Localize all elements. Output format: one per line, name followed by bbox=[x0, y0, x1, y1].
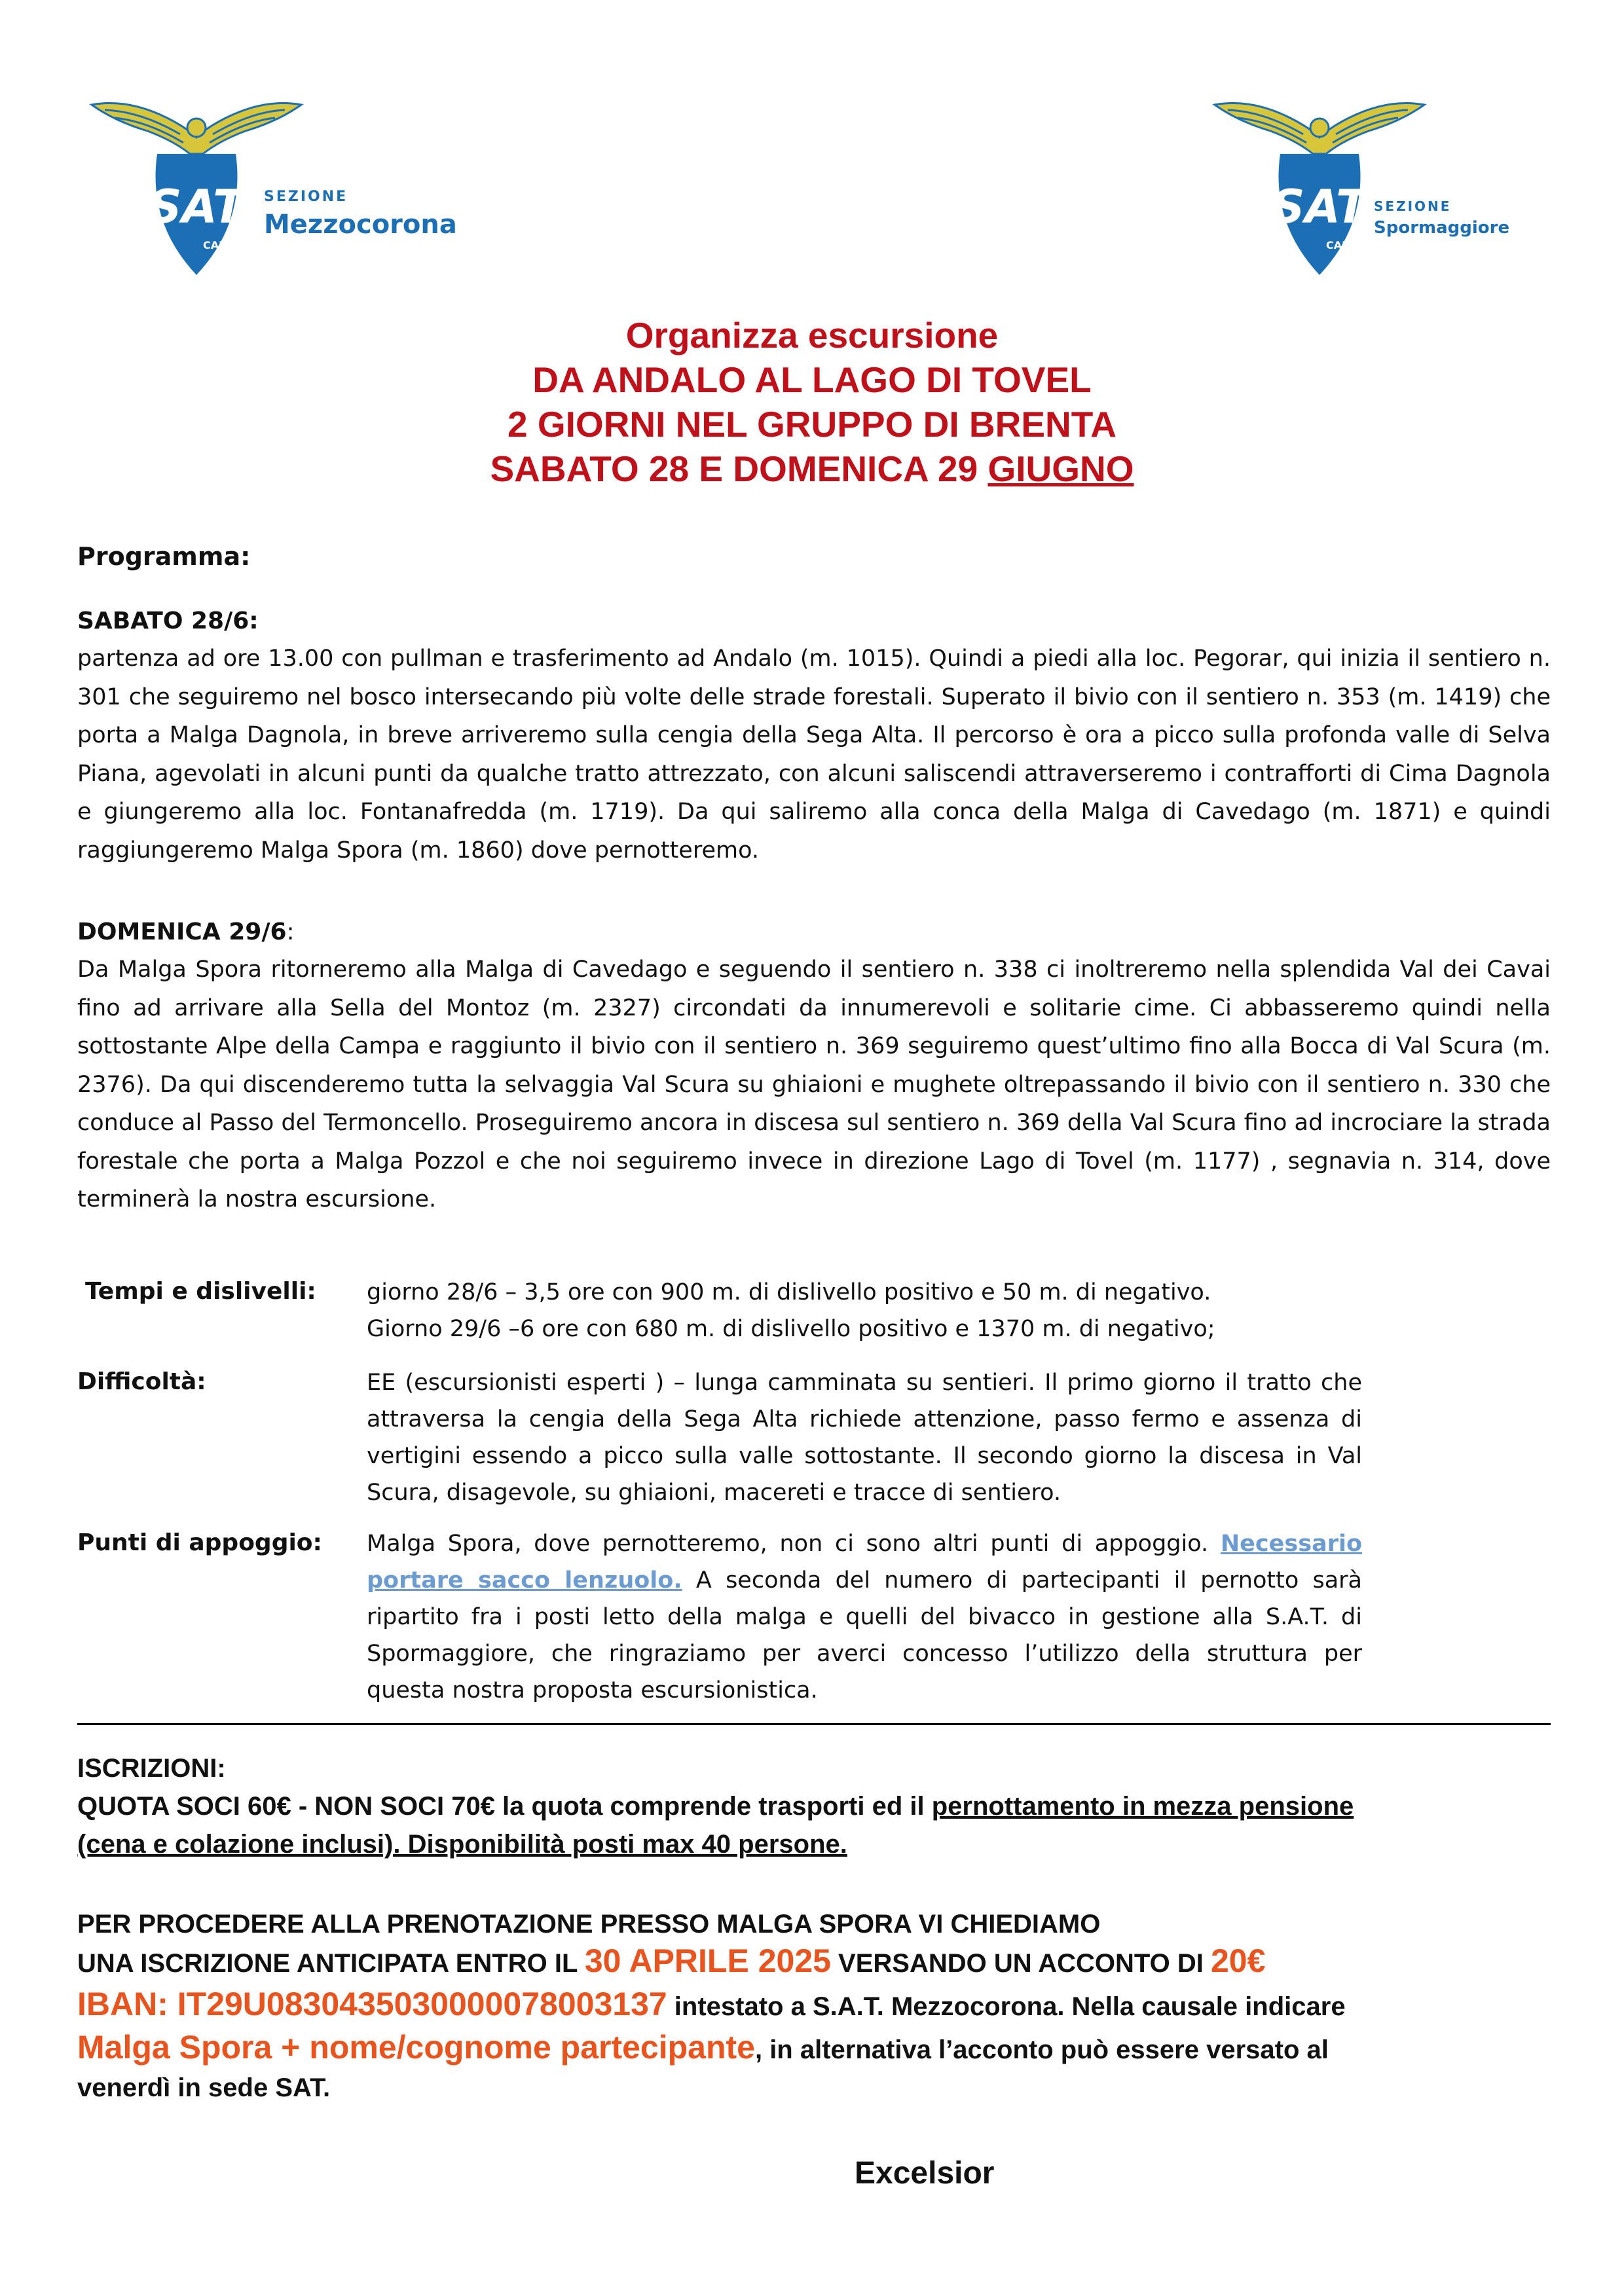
logo-sat-mezzocorona bbox=[88, 92, 494, 288]
iban-line bbox=[77, 1985, 1346, 2026]
iban: IBAN: IT29U0830435030000078003137 bbox=[77, 1986, 667, 2022]
causale-alternative: , in alternativa l’acconto può essere versato al bbox=[754, 2035, 1329, 2064]
section-label: SEZIONE bbox=[264, 189, 348, 205]
appoggio-text-end: A seconda del numero di partecipanti il pernotto sarà ripartito fra i posti letto della malga e quelli del bivacco in gestione alla S.A.T. di Spormaggiore, che ringraziamo per averci concesso l’utilizzo della struttura per questa nostra proposta escursionistica. bbox=[367, 1567, 1362, 1704]
tempi-day1: giorno 28/6 – 3,5 ore con 900 m. di dislivello positivo e 50 m. di negativo. bbox=[367, 1279, 1211, 1305]
booking-line-2 bbox=[77, 1942, 1265, 1982]
last-line: venerdì in sede SAT. bbox=[77, 2073, 331, 2102]
title-line-4 bbox=[0, 446, 1624, 491]
sacco-lenzuolo-link[interactable]: Necessario portare sacco lenzuolo bbox=[367, 1531, 1362, 1594]
section-divider bbox=[77, 1723, 1551, 1725]
link-period: . bbox=[673, 1567, 682, 1594]
title-dates: SABATO 28 E DOMENICA 29 bbox=[490, 448, 988, 489]
day1-description: partenza ad ore 13.00 con pullman e trasferimento ad Andalo (m. 1015). Quindi a piedi alla loc. Pegorar, qui inizia il sentiero n. 301 che seguiremo nel bosco intersecando più volte delle strade forestali. Superato il bivio con il sentiero n. 353 (m. 1419) che porta a Malga Dagnola, in breve arriveremo sulla cengia della Sega Alta. Il percorso è ora a picco sulla profonda valle di Selva Piana, agevolati in alcuni punti da qualche tratto attrezzato, con alcuni saliscendi attraverseremo i contrafforti di Cima Dagnola e giungeremo alla loc. Fontanafredda (m. 1719). Da qui saliremo alla conca della Malga di Cavedago (m. 1871) e quindi raggiungeremo Malga Spora (m. 1860) dove pernotteremo. bbox=[77, 646, 1551, 864]
sat-eagle-shield-icon bbox=[88, 92, 304, 282]
causale-line bbox=[77, 2028, 1329, 2069]
booking-deadline: 30 APRILE 2025 bbox=[584, 1942, 831, 1979]
iban-holder: intestato a S.A.T. Mezzocorona. Nella causale indicare bbox=[667, 1992, 1346, 2021]
booking-text: UNA ISCRIZIONE ANTICIPATA ENTRO IL bbox=[77, 1949, 585, 1978]
title-line-2: DA ANDALO AL LAGO DI TOVEL bbox=[532, 359, 1092, 400]
signature: Excelsior bbox=[855, 2156, 995, 2191]
section-town: Spormaggiore bbox=[1374, 218, 1510, 238]
quota-pernottamento: pernottamento in mezza pensione bbox=[931, 1792, 1354, 1821]
appoggio-label: Punti di appoggio: bbox=[77, 1529, 322, 1556]
title-month: GIUGNO bbox=[987, 448, 1134, 489]
section-town: Mezzocorona bbox=[264, 210, 457, 240]
day2-label-colon: : bbox=[286, 919, 295, 945]
quota-details: (cena e colazione inclusi). Disponibilità posti max 40 persone. bbox=[77, 1830, 847, 1859]
svg-text:CAI: CAI bbox=[202, 239, 223, 251]
day1-label: SABATO 28/6: bbox=[77, 608, 259, 634]
sat-eagle-shield-icon bbox=[1211, 92, 1428, 282]
tempi-day2: Giorno 29/6 –6 ore con 680 m. di dislivello positivo e 1370 m. di negativo; bbox=[367, 1316, 1215, 1342]
difficolta-label: Difficoltà: bbox=[77, 1368, 206, 1395]
causale-text: Malga Spora + nome/cognome partecipante bbox=[77, 2029, 755, 2066]
day2-label-text: DOMENICA 29/6 bbox=[77, 919, 287, 945]
day2-description: Da Malga Spora ritorneremo alla Malga di Cavedago e seguendo il sentiero n. 338 ci inoltreremo nella splendida Val dei Cavai fino ad arrivare alla Sella del Montoz (m. 2327) circondati da innumerevoli e solitarie cime. Ci abbasseremo quindi nella sottostante Alpe della Campa e raggiunto il bivio con il sentiero n. 369 seguiremo quest’ultimo fino alla Bocca di Val Scura (m. 2376). Da qui discenderemo tutta la selvaggia Val Scura su ghiaioni e mughete oltrepassando il bivio con il sentiero n. 330 che conduce al Passo del Termoncello. Proseguiremo ancora in discesa sul sentiero n. 369 della Val Scura fino ad incrociare la strada forestale che porta a Malga Pozzol e che noi seguiremo invece in direzione Lago di Tovel (m. 1177) , segnavia n. 314, dove terminerà la nostra escursione. bbox=[77, 957, 1551, 1212]
section-label: SEZIONE bbox=[1374, 198, 1452, 214]
iscrizioni-heading: ISCRIZIONI: bbox=[77, 1754, 226, 1783]
appoggio-text bbox=[367, 1525, 1362, 1709]
svg-text:SAT: SAT bbox=[149, 180, 244, 234]
title-line-1: Organizza escursione bbox=[625, 315, 999, 355]
appoggio-text-start: Malga Spora, dove pernotteremo, non ci sono altri punti di appoggio. bbox=[367, 1531, 1221, 1557]
booking-deposit-text: VERSANDO UN ACCONTO DI bbox=[830, 1949, 1211, 1978]
svg-text:CAI: CAI bbox=[1325, 239, 1346, 251]
booking-deposit-amount: 20€ bbox=[1210, 1942, 1266, 1979]
svg-text:SAT: SAT bbox=[1272, 180, 1367, 234]
difficolta-text: EE (escursionisti esperti ) – lunga camminata su sentieri. Il primo giorno il tratto che attraversa la cengia della Sega Alta richiede attenzione, passo fermo e assenza di vertigini essendo a picco sulla valle sottostante. Il secondo giorno la discesa in Val Scura, disagevole, su ghiaioni, macereti e tracce di sentiero. bbox=[367, 1370, 1362, 1506]
booking-line-1: PER PROCEDERE ALLA PRENOTAZIONE PRESSO MALGA SPORA VI CHIEDIAMO bbox=[77, 1910, 1101, 1939]
day2-label bbox=[77, 919, 295, 945]
program-heading: Programma: bbox=[77, 542, 251, 571]
event-title bbox=[0, 313, 1624, 491]
quota-text bbox=[77, 1787, 1551, 1825]
tempi-label: Tempi e dislivelli: bbox=[85, 1278, 316, 1305]
quota-prices: QUOTA SOCI 60€ - NON SOCI 70€ la quota comprende trasporti ed il bbox=[77, 1792, 932, 1821]
title-line-3: 2 GIORNI NEL GRUPPO DI BRENTA bbox=[507, 404, 1116, 445]
logo-sat-spormaggiore bbox=[1211, 92, 1617, 288]
tempi-values bbox=[367, 1274, 1362, 1347]
